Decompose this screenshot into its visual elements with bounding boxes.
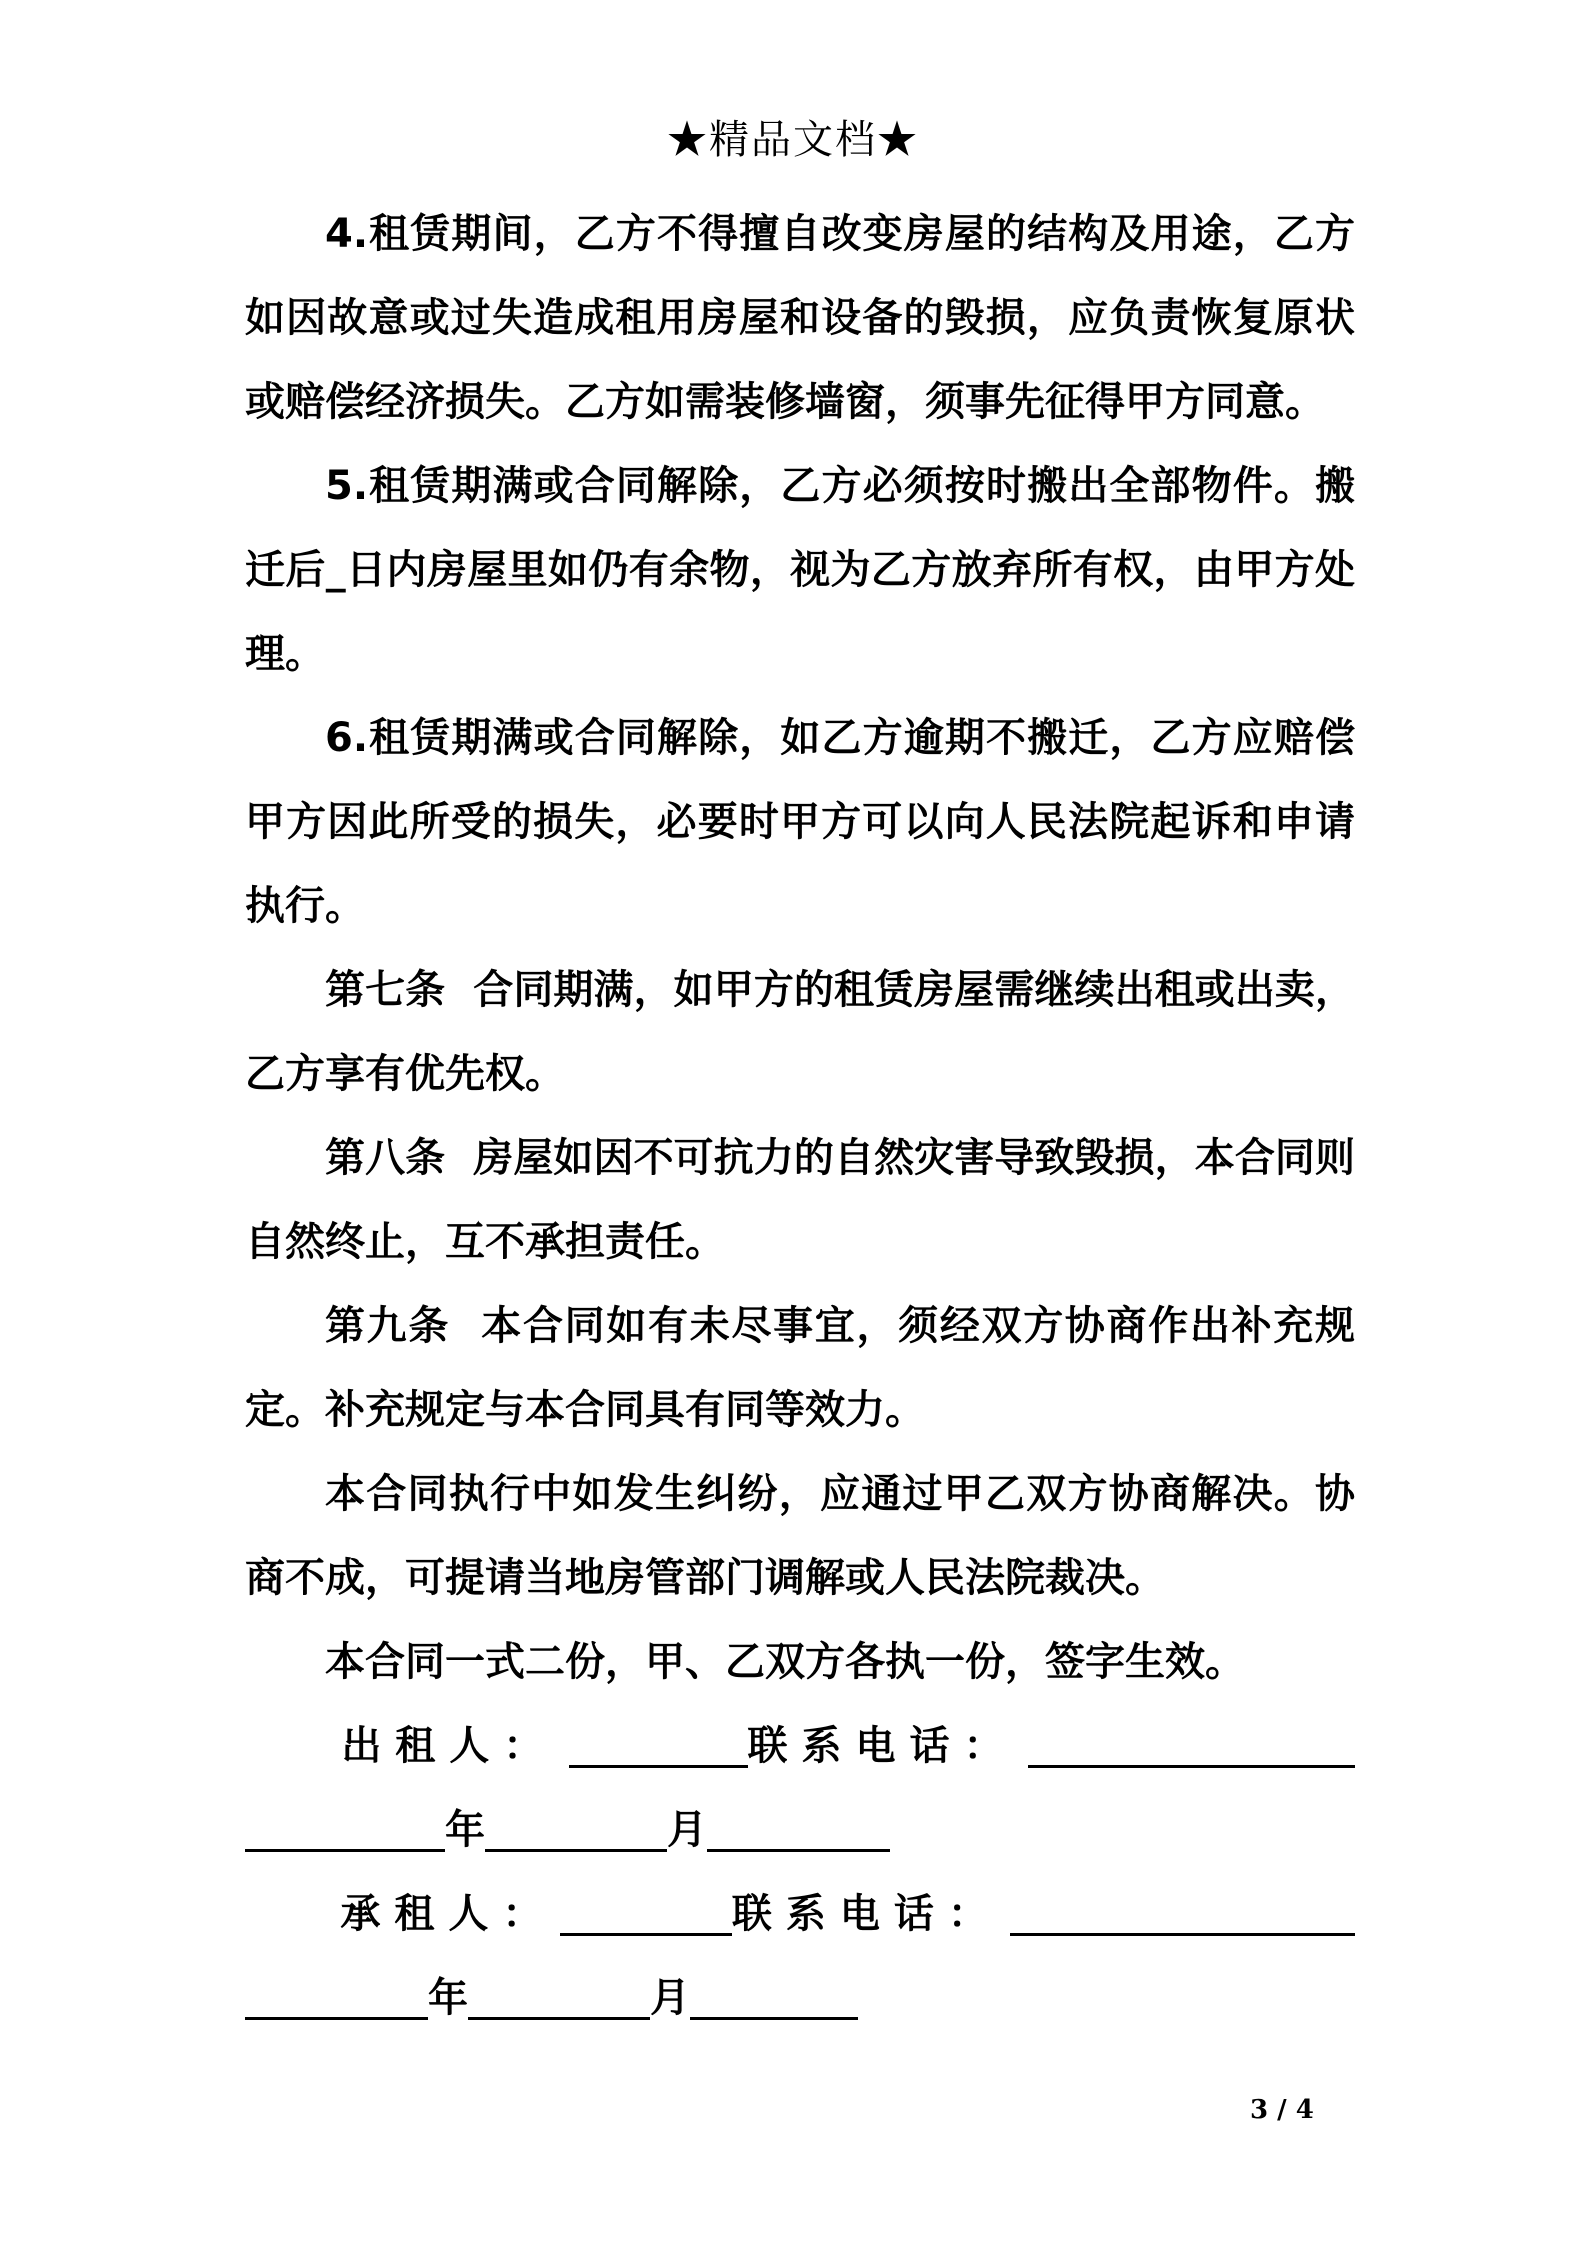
lessor-date-row <box>245 1788 1355 1872</box>
lessor-month-blank[interactable] <box>485 1809 667 1852</box>
lessee-phone-label: 联系电话： <box>731 1891 1002 1937</box>
lessor-phone-blank[interactable] <box>1028 1725 1355 1768</box>
copies-clause: 本合同一式二份，甲、乙双方各执一份，签字生效。 <box>325 1639 1245 1685</box>
lessee-day-blank[interactable] <box>690 1977 858 2020</box>
lessee-row <box>245 1872 1355 1956</box>
clause-4: 4.租赁期间，乙方不得擅自改变房屋的结构及用途，乙方如因故意或过失造成租用房屋和设备的毁损，应负责恢复原状或赔偿经济损失。乙方如需装修墙窗，须事先征得甲方同意。 <box>245 211 1355 425</box>
lessor-phone-label: 联系电话： <box>747 1723 1018 1769</box>
article-9: 第九条 本合同如有未尽事宜，须经双方协商作出补充规定。补充规定与本合同具有同等效力。 <box>245 1303 1355 1433</box>
document-header: ★精品文档★ <box>667 117 919 163</box>
clause-6: 6.租赁期满或合同解除，如乙方逾期不搬迁，乙方应赔偿甲方因此所受的损失，必要时甲方可以向人民法院起诉和申请执行。 <box>245 715 1355 929</box>
lessor-year-label: 年 <box>445 1807 485 1853</box>
lessee-month-blank[interactable] <box>468 1977 650 2020</box>
clause-5: 5.租赁期满或合同解除，乙方必须按时搬出全部物件。搬迁后_日内房屋里如仍有余物，视为乙方放弃所有权，由甲方处理。 <box>245 463 1355 677</box>
lessee-name-blank[interactable] <box>560 1893 732 1936</box>
lessee-year-blank[interactable] <box>245 1977 428 2020</box>
lessor-row <box>245 1704 1355 1788</box>
lessee-year-label: 年 <box>428 1975 468 2021</box>
article-8: 第八条 房屋如因不可抗力的自然灾害导致毁损，本合同则自然终止，互不承担责任。 <box>245 1135 1355 1265</box>
lessor-name-blank[interactable] <box>569 1725 747 1768</box>
lessee-phone-blank[interactable] <box>1010 1893 1355 1936</box>
document-body <box>245 192 1355 2040</box>
lessor-year-blank[interactable] <box>245 1809 445 1852</box>
lessee-date-row <box>245 1956 1355 2040</box>
lessor-day-blank[interactable] <box>707 1809 890 1852</box>
lessee-signature-block <box>245 1872 1355 2040</box>
lessee-label: 承租人： <box>340 1891 557 1937</box>
article-7: 第七条 合同期满，如甲方的租赁房屋需继续出租或出卖，乙方享有优先权。 <box>245 967 1355 1097</box>
page-number: 3 / 4 <box>1250 2095 1314 2125</box>
lessor-signature-block <box>245 1704 1355 1872</box>
lessor-label: 出租人： <box>341 1723 558 1769</box>
lessee-month-label: 月 <box>650 1975 690 2021</box>
dispute-clause: 本合同执行中如发生纠纷，应通过甲乙双方协商解决。协商不成，可提请当地房管部门调解或人民法院裁决。 <box>245 1471 1355 1601</box>
lessor-month-label: 月 <box>667 1807 707 1853</box>
